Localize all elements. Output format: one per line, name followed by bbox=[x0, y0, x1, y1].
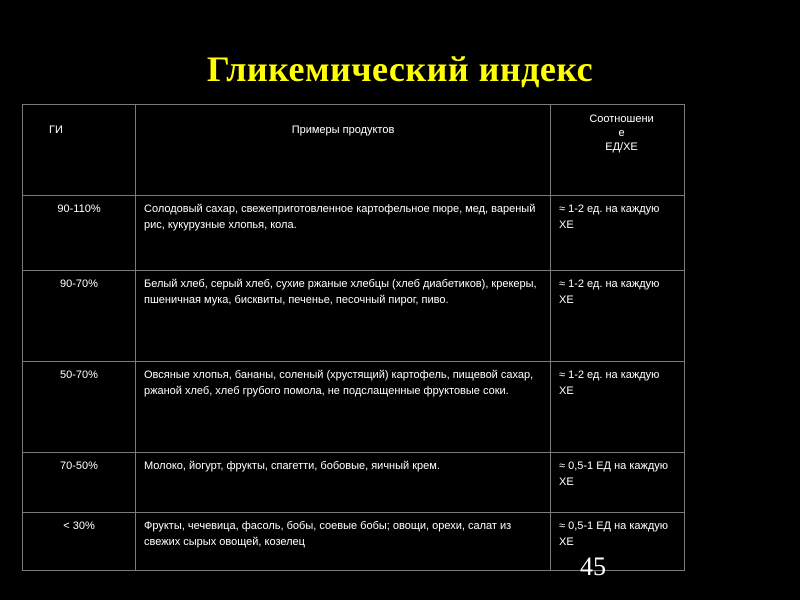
ratio-text: ≈ 1-2 ед. на каждую ХЕ bbox=[559, 278, 660, 306]
table-row bbox=[23, 271, 685, 362]
table-row bbox=[23, 196, 685, 271]
header-gi bbox=[23, 105, 136, 196]
ratio-text: ≈ 0,5-1 ЕД на каждую ХЕ bbox=[559, 460, 669, 488]
header-ratio-line1: Соотношени bbox=[589, 113, 654, 125]
header-gi-label: ГИ bbox=[49, 124, 63, 136]
gi-value: 50-70% bbox=[60, 369, 98, 381]
table-row bbox=[23, 453, 685, 513]
header-ratio-line3: ЕД/ХЕ bbox=[605, 141, 638, 153]
header-ratio bbox=[551, 105, 685, 196]
table-header-row bbox=[23, 105, 685, 196]
products-text: Фрукты, чечевица, фасоль, бобы, соевые бобы; овощи, орехи, салат из свежих сырых овощей, козелец bbox=[144, 520, 512, 548]
header-ratio-line2: е bbox=[618, 127, 625, 139]
page-number: 45 bbox=[580, 552, 606, 581]
gi-value: 70-50% bbox=[60, 460, 98, 472]
ratio-text: ≈ 1-2 ед. на каждую ХЕ bbox=[559, 203, 660, 231]
products-text: Солодовый сахар, свежеприготовленное картофельное пюре, мед, вареный рис, кукурузные хлопья, кола. bbox=[144, 203, 536, 231]
ratio-text: ≈ 1-2 ед. на каждую ХЕ bbox=[559, 369, 660, 397]
glycemic-index-table bbox=[22, 104, 685, 571]
table-row bbox=[23, 362, 685, 453]
header-examples-label: Примеры продуктов bbox=[291, 124, 395, 136]
gi-value: 90-110% bbox=[57, 203, 101, 215]
ratio-text: ≈ 0,5-1 ЕД на каждую ХЕ bbox=[559, 520, 669, 548]
slide-title: Гликемический индекс bbox=[206, 49, 594, 89]
gi-value: 90-70% bbox=[60, 278, 98, 290]
gi-value: < 30% bbox=[63, 520, 95, 532]
products-text: Молоко, йогурт, фрукты, спагетти, бобовые, яичный крем. bbox=[144, 460, 440, 472]
products-text: Белый хлеб, серый хлеб, сухие ржаные хлебцы (хлеб диабетиков), крекеры, пшеничная мука, бисквиты, печенье, песочный пирог, пиво. bbox=[144, 278, 537, 306]
products-text: Овсяные хлопья, бананы, соленый (хрустящий) картофель, пищевой сахар, ржаной хлеб, хлеб грубого помола, не подслащенные фруктовые соки. bbox=[144, 369, 534, 397]
header-examples bbox=[136, 105, 551, 196]
